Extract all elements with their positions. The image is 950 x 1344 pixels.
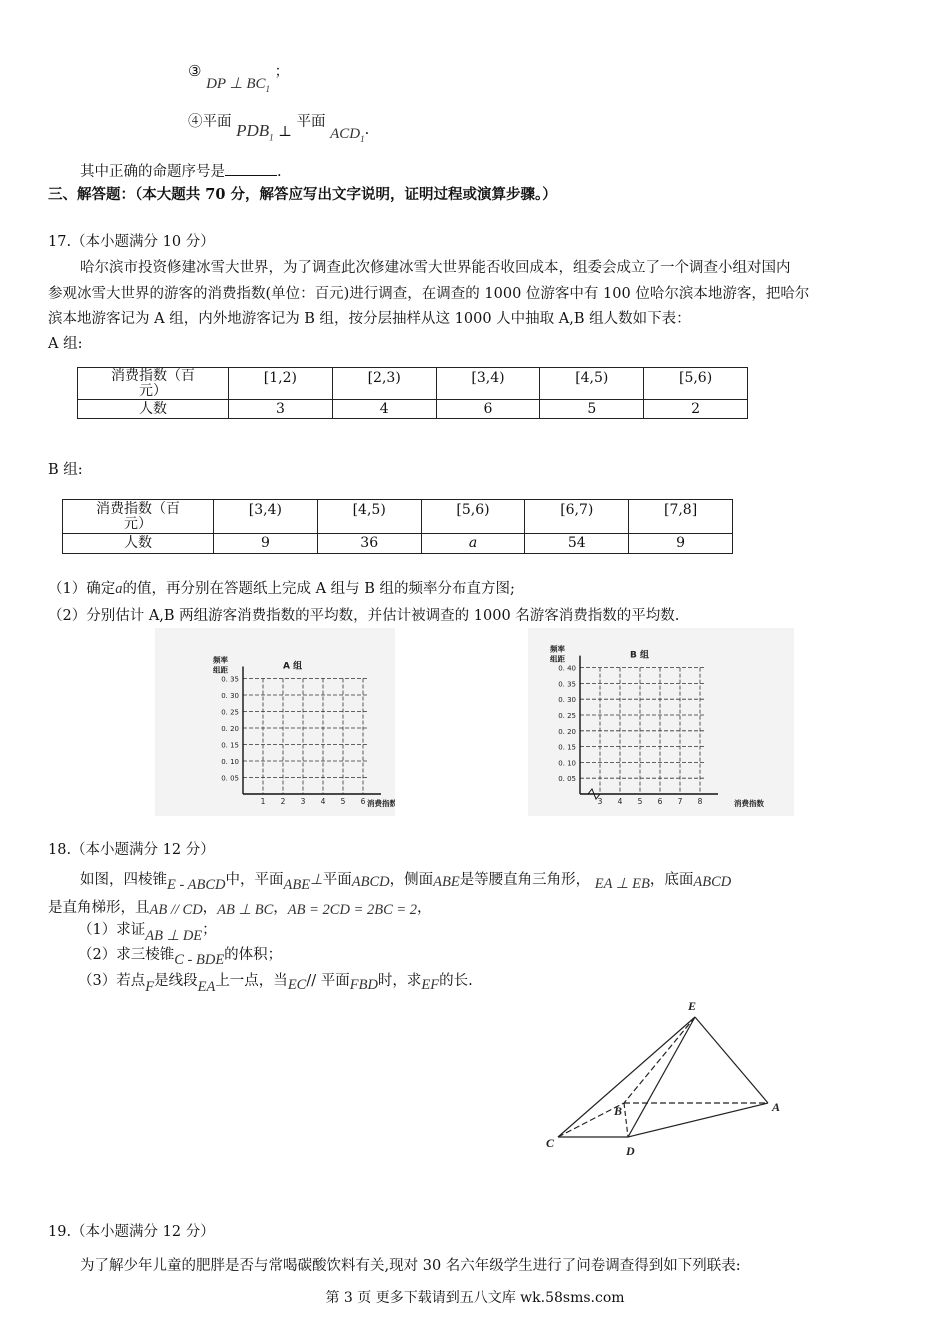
- y-tick-label: 0. 10: [221, 758, 239, 766]
- label-a: A: [772, 1100, 781, 1114]
- count-cell: 54: [525, 534, 629, 554]
- group-b-table: [62, 499, 733, 554]
- y-label-top: 频率: [213, 655, 228, 665]
- x-tick-label: 4: [617, 797, 623, 806]
- section-3-title: 三、解答题：（本大题共 70 分，解答应写出文字说明，证明过程或演算步骤。）: [48, 186, 557, 203]
- q19-header: 19.（本小题满分 12 分）: [48, 1224, 215, 1240]
- count-cell: 3: [229, 400, 333, 419]
- y-label-bottom: 组距: [550, 654, 565, 664]
- group-a-table: [77, 367, 748, 419]
- edge-bd: [624, 1103, 628, 1137]
- x-axis-label: 消费指数: [734, 799, 764, 808]
- count-label-cell: 人数: [78, 400, 229, 419]
- y-tick-label: 0. 20: [221, 725, 239, 733]
- item-3: [188, 60, 290, 94]
- x-tick-label: 2: [280, 797, 286, 806]
- x-tick-label: 3: [300, 797, 306, 806]
- y-tick-label: 0. 20: [558, 727, 576, 736]
- y-tick-label: 0. 15: [221, 741, 239, 750]
- x-tick-label: 7: [677, 797, 683, 806]
- count-label-cell: 人数: [63, 534, 214, 554]
- y-tick-label: 0. 25: [558, 712, 576, 720]
- interval-cell: [3,4): [436, 368, 540, 400]
- chart-group-b: [528, 628, 794, 816]
- label-c: C: [546, 1136, 555, 1150]
- y-tick-label: 0. 10: [558, 759, 576, 768]
- item-3-end: ；: [274, 64, 290, 80]
- y-tick-label: 0. 30: [221, 692, 239, 700]
- header-cell: 消费指数（百 元）: [63, 500, 214, 534]
- plane-acd1: $ACD_1$: [330, 126, 365, 144]
- y-tick-label: 0. 05: [558, 775, 576, 784]
- item-4: ④平面 $PDB_1$ ⊥ 平面 $ACD_1$.: [188, 114, 370, 144]
- y-tick-label: 0. 40: [558, 664, 576, 673]
- interval-cell: [5,6): [421, 500, 525, 534]
- q19-line1: 为了解少年儿童的肥胖是否与常喝碳酸饮料有关,现对 30 名六年级学生进行了问卷调查得到如下列联表:: [80, 1258, 741, 1274]
- q17-header: 17.（本小题满分 10 分）: [48, 234, 215, 250]
- label-b: B: [614, 1104, 623, 1118]
- x-tick-label: 6: [657, 797, 663, 806]
- chart-title: A 组: [283, 661, 303, 672]
- q18-header: 18.（本小题满分 12 分）: [48, 842, 215, 858]
- count-cell: 5: [540, 400, 644, 419]
- q18-sub2: （2）求三棱锥C - BDE的体积；: [78, 947, 283, 968]
- header-cell: 消费指数（百 元）: [78, 368, 229, 400]
- group-b-label: B 组:: [48, 462, 83, 478]
- count-cell: 9: [214, 534, 318, 554]
- x-tick-label: 3: [597, 797, 603, 806]
- y-tick-label: 0. 05: [221, 774, 239, 783]
- edge-da: [628, 1103, 768, 1137]
- item-3-math: DP ⊥ $BC_1$: [206, 76, 271, 94]
- count-cell: 2: [644, 400, 748, 419]
- y-tick-label: 0. 30: [558, 696, 576, 705]
- x-tick-label: 6: [360, 797, 366, 806]
- interval-cell: [5,6): [644, 368, 748, 400]
- answer-line: 其中正确的命题序号是 .: [80, 160, 282, 181]
- q17-para-line1: 哈尔滨市投资修建冰雪大世界，为了调查此次修建冰雪大世界能否收回成本，组委会成立了一个调查小组对国内: [80, 260, 791, 276]
- q17-para-line3: 滨本地游客记为 A 组，内外地游客记为 B 组，按分层抽样从这 1000 人中抽取 A,B 组人数如下表：: [48, 311, 691, 327]
- chart-group-a: [155, 628, 395, 816]
- edge-ec: [558, 1017, 695, 1137]
- q17-para-line2: 参观冰雪大世界的游客的消费指数(单位：百元)进行调查，在调查的 1000 位游客中有 100 位哈尔滨本地游客，把哈尔: [48, 286, 810, 302]
- interval-cell: [4,5): [317, 500, 421, 534]
- x-tick-label: 4: [320, 797, 326, 806]
- chart-title: B 组: [630, 650, 649, 661]
- y-label-bottom: 组距: [213, 665, 228, 675]
- label-d: D: [626, 1144, 635, 1158]
- plane-pdb1: $PDB_1$: [236, 121, 274, 143]
- interval-cell: [3,4): [214, 500, 318, 534]
- x-tick-label: 5: [637, 797, 643, 806]
- answer-blank[interactable]: [225, 161, 277, 176]
- group-a-label: A 组:: [48, 336, 83, 352]
- interval-cell: [6,7): [525, 500, 629, 534]
- count-cell: 9: [629, 534, 733, 554]
- y-label-top: 频率: [550, 644, 565, 654]
- page-footer: 第 3 页 更多下载请到五八文库 wk.58sms.com: [325, 1290, 625, 1306]
- y-tick-label: 0. 25: [221, 708, 239, 717]
- x-axis-label: 消费指数: [367, 799, 395, 808]
- edge-eb: [624, 1017, 695, 1103]
- interval-cell: [7,8]: [629, 500, 733, 534]
- q18-sub3: （3）若点F是线段EA上一点，当EC// 平面FBD时，求EF的长.: [78, 973, 473, 995]
- count-cell: 6: [436, 400, 540, 419]
- y-tick-label: 0. 35: [558, 680, 576, 689]
- q17-sub2: （2）分别估计 A,B 两组游客消费指数的平均数，并估计被调查的 1000 名游客消费指数的平均数.: [48, 608, 680, 624]
- item-3-mark: ③: [188, 62, 202, 80]
- interval-cell: [1,2): [229, 368, 333, 400]
- interval-cell: [2,3): [332, 368, 436, 400]
- interval-cell: [4,5): [540, 368, 644, 400]
- y-tick-label: 0. 15: [558, 743, 576, 752]
- edge-ed: [628, 1017, 695, 1137]
- y-tick-label: 0. 35: [221, 675, 239, 684]
- x-tick-label: 1: [260, 797, 266, 806]
- x-tick-label: 8: [697, 797, 703, 806]
- x-tick-label: 5: [340, 797, 346, 806]
- q18-sub1: （1）求证AB ⊥ DE；: [78, 922, 217, 944]
- q17-sub1: （1）确定a的值，再分别在答题纸上完成 A 组与 B 组的频率分布直方图;: [48, 581, 515, 597]
- q18-line2: 是直角梯形，且AB // CD，AB ⊥ BC，AB = 2CD = 2BC = 2，: [48, 900, 432, 918]
- q18-line1: 如图，四棱锥E - ABCD中，平面ABE⊥平面ABCD，侧面ABE是等腰直角三角形， EA ⊥ EB，底面ABCD: [80, 872, 732, 893]
- label-e: E: [688, 999, 697, 1013]
- pyramid-figure: [540, 995, 800, 1165]
- count-cell: 4: [332, 400, 436, 419]
- count-cell-a: a: [421, 534, 525, 554]
- count-cell: 36: [317, 534, 421, 554]
- edge-ea: [695, 1017, 768, 1103]
